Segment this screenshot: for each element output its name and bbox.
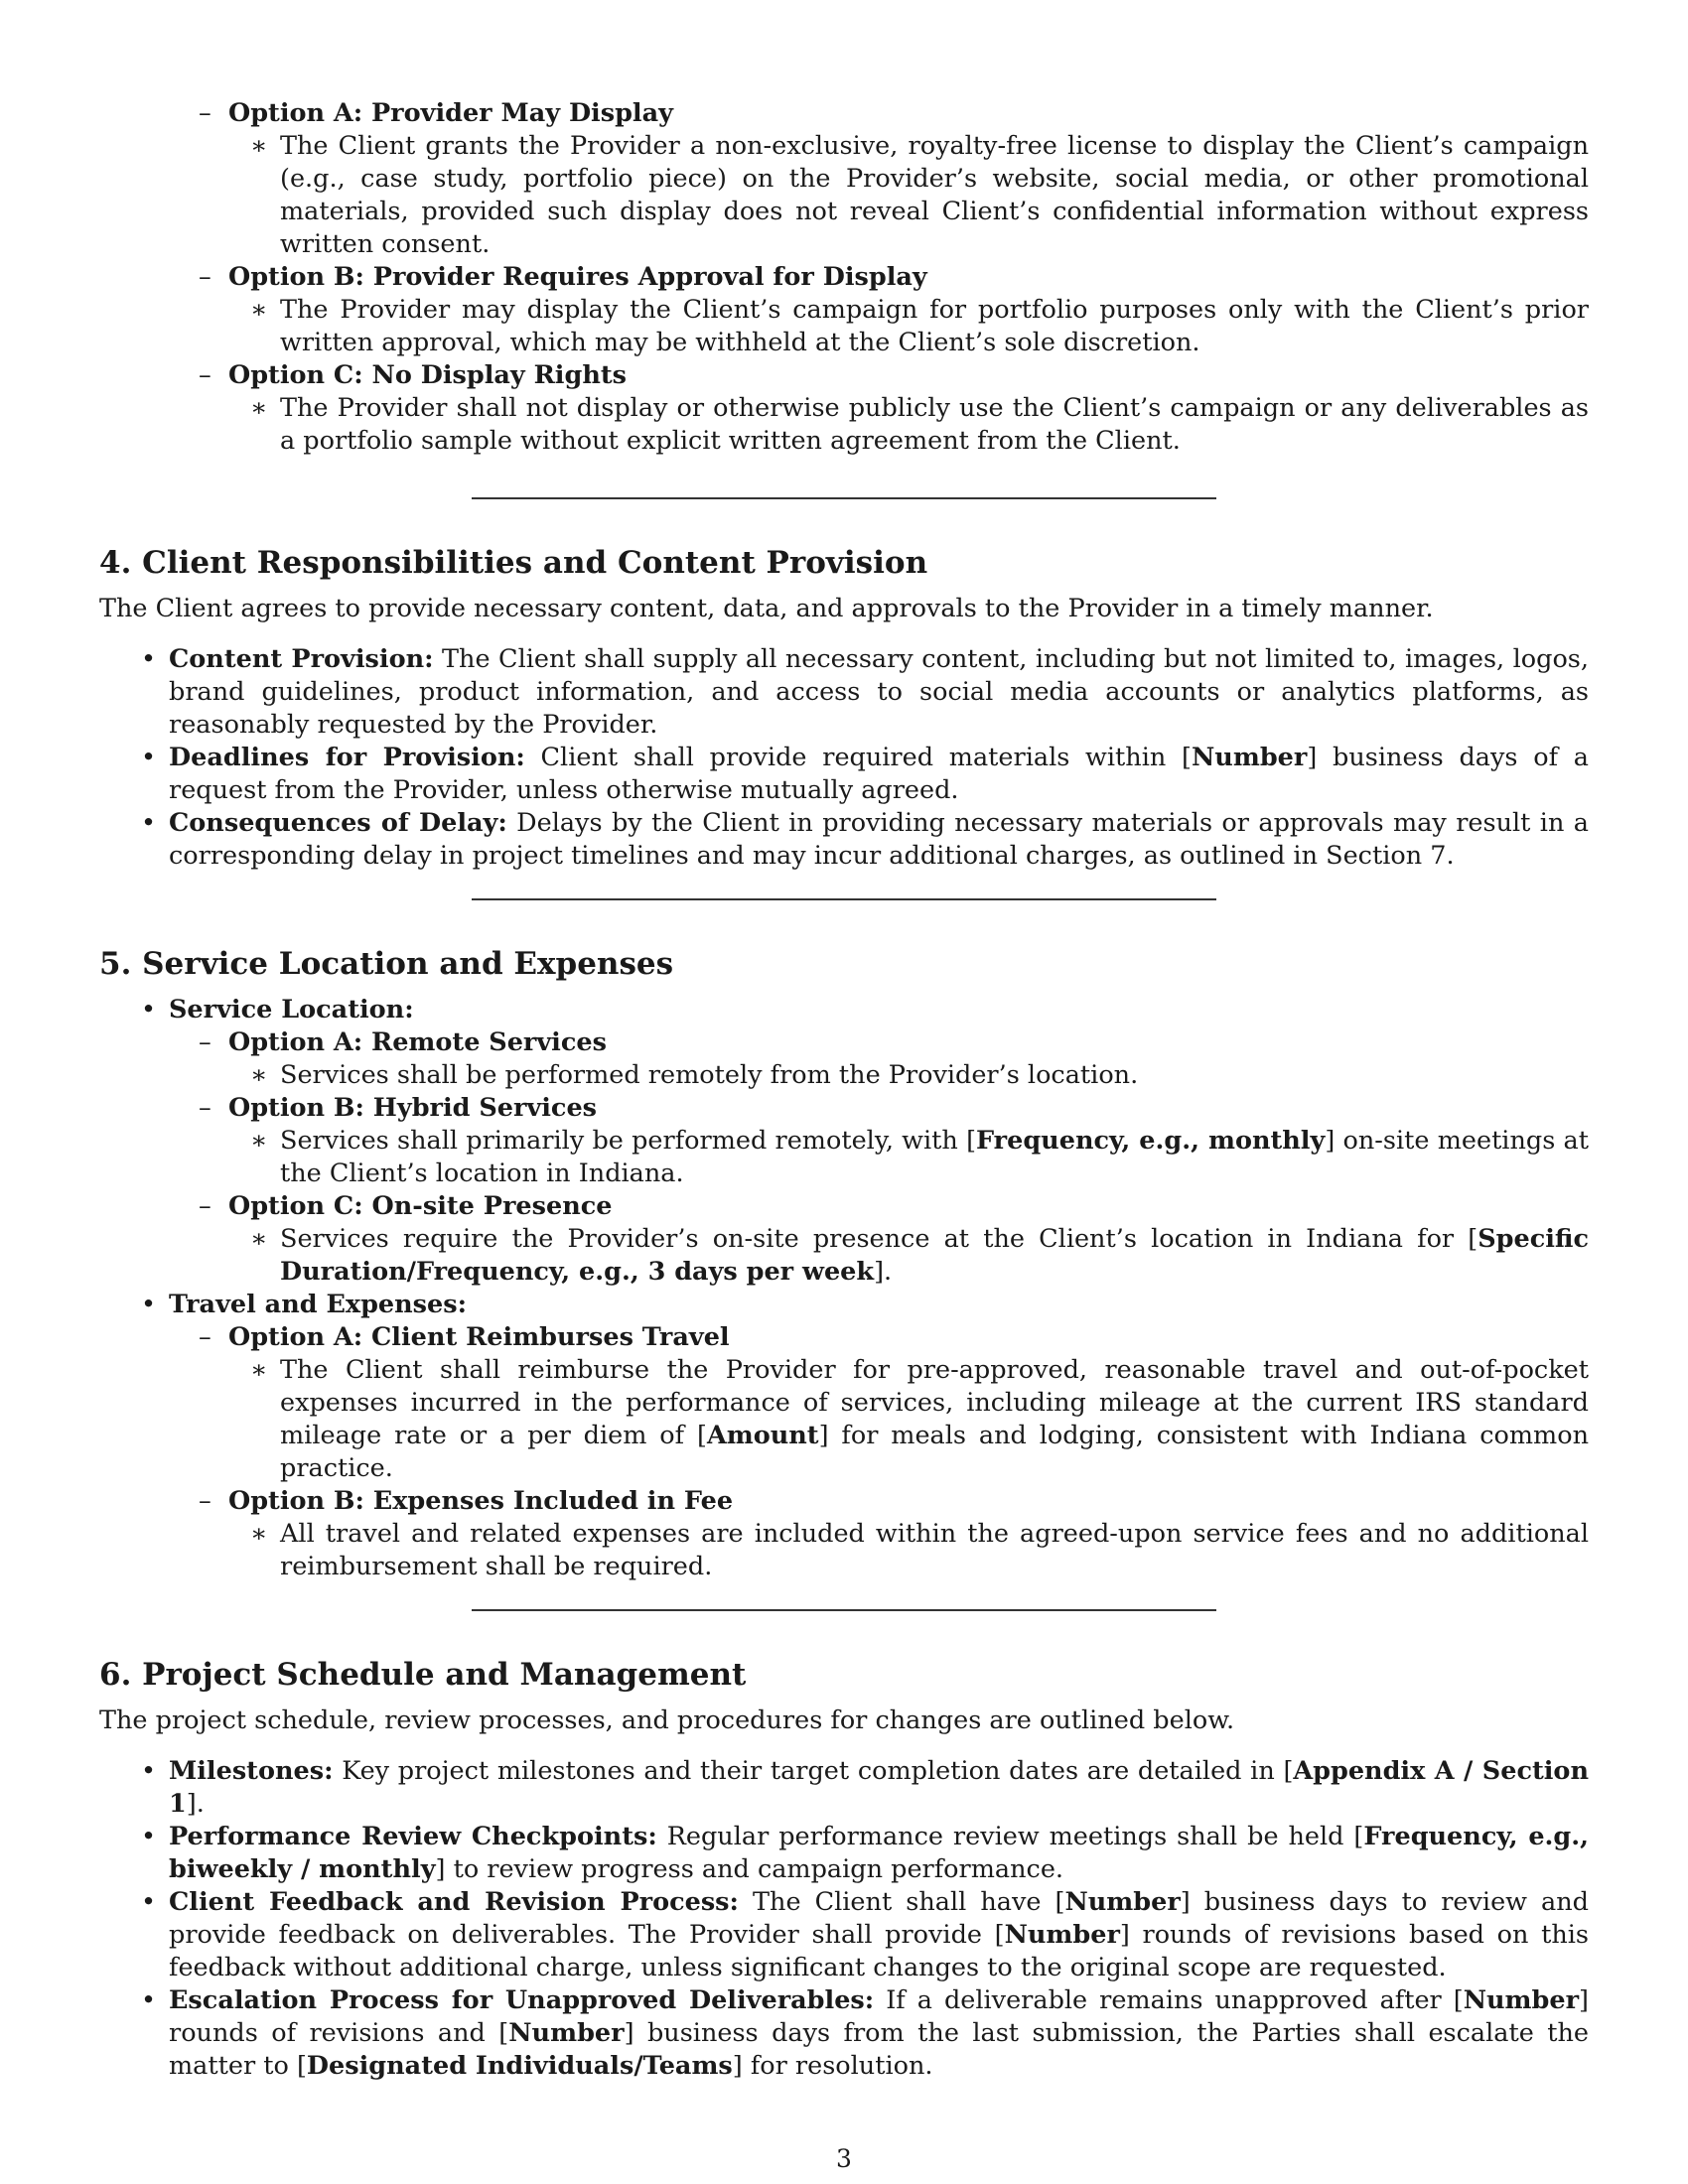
document-page [99,97,1589,2083]
location-option-a-title: – Option A: Remote Services [228,1026,1589,1059]
list-item [169,807,1589,873]
placeholder: Amount [706,1421,819,1450]
bullet-text: ] business days to review and provide feedback on deliverables. The Provider shall provide [ [169,1887,1590,1950]
bullet-label: Performance Review Checkpoints: [169,1822,657,1851]
travel-option-a-text [280,1354,1589,1485]
bullet-text: ] business days of a request from the Provider, unless otherwise mutually agreed. [169,743,1589,805]
location-option-b-text [280,1125,1589,1190]
bullet-text: The Client shall have [ [738,1887,1065,1917]
bullet-text: Regular performance review meetings shall be held [ [656,1822,1364,1851]
page-number: 3 [836,2144,852,2173]
section-6-intro: The project schedule, review processes, and procedures for changes are outlined below. [99,1706,1235,1735]
option-c-title: – Option C: No Display Rights [228,359,1589,392]
bullet-label: Deadlines for Provision: [169,743,525,772]
list-item [169,994,1589,1026]
travel-option-b-title: – Option B: Expenses Included in Fee [228,1485,1589,1518]
bullet-label: Escalation Process for Unapproved Deliverables: [169,1985,875,2015]
section-divider [472,1609,1216,1611]
placeholder: Designated Individuals/Teams [306,2051,733,2081]
option-text: The Client shall reimburse the Provider for pre-approved, reasonable travel and out-of-pocket expenses incurred in the performance of services, including mileage at the current IRS standard mileage rate or a per diem of [ [280,1355,1589,1450]
option-a-text: ∗ The Client grants the Provider a non-exclusive, royalty-free license to display the Client’s campaign (e.g., case study, portfolio piece) on the Provider’s website, social media, or other promotional materials, provided such display does not reveal Client’s confidential information without express written consent. [280,130,1589,261]
placeholder: Number [1463,1985,1580,2015]
option-b-text: ∗ The Provider may display the Client’s campaign for portfolio purposes only with the Client’s prior written approval, which may be withheld at the Client’s sole discretion. [280,294,1589,359]
placeholder: Specific Duration/Frequency, e.g., 3 days per week [280,1224,1589,1287]
option-text: Services shall primarily be performed remotely, with [ [280,1126,977,1156]
list-item [169,643,1589,742]
placeholder: Appendix A / Section 1 [169,1756,1589,1819]
list-item [169,1755,1589,1821]
bullet-text: ] to review progress and campaign performance. [435,1854,1064,1884]
travel-option-a-title: – Option A: Client Reimburses Travel [228,1321,1589,1354]
section-5-list [99,994,1589,1583]
option-text: ] for meals and lodging, consistent with Indiana common practice. [280,1421,1589,1483]
bullet-text: ] business days from the last submission, the Parties shall escalate the matter to [ [169,2018,1590,2081]
option-a-title: – Option A: Provider May Display [228,97,1589,130]
option-b-title: – Option B: Provider Requires Approval for Display [228,261,1589,294]
bullet-text: ]. [186,1789,205,1819]
bullet-text: ] rounds of revisions based on this feedback without additional charge, unless significant changes to the original scope are requested. [169,1920,1589,1982]
bullet-label: Content Provision: [169,644,434,674]
bullet-label: Travel and Expenses: [169,1290,468,1319]
option-c-text: ∗ The Provider shall not display or otherwise publicly use the Client’s campaign or any deliverables as a portfolio sample without explicit written agreement from the Client. [280,392,1589,458]
section-4-heading: 4. Client Responsibilities and Content Provision [99,545,928,581]
list-item [169,1289,1589,1321]
section-4-list [99,643,1589,873]
placeholder: Number [508,2018,625,2048]
location-option-a-text: ∗ Services shall be performed remotely from the Provider’s location. [280,1059,1589,1092]
section-divider [472,898,1216,900]
location-option-c-text [280,1223,1589,1289]
travel-option-b-text: ∗ All travel and related expenses are included within the agreed-upon service fees and no additional reimbursement shall be required. [280,1518,1589,1583]
bullet-label: Milestones: [169,1756,334,1786]
section-4-intro: The Client agrees to provide necessary content, data, and approvals to the Provider in a timely manner. [99,594,1434,623]
portfolio-options [99,97,1589,458]
section-6-list [99,1755,1589,2083]
bullet-label: Consequences of Delay: [169,808,507,838]
section-divider [472,497,1216,499]
list-item [169,1984,1589,2083]
bullet-text: The Client shall supply all necessary content, including but not limited to, images, logos, brand guidelines, product information, and access to social media accounts or analytics platforms, as reasonably requested by the Provider. [169,644,1589,740]
location-option-c-title: – Option C: On-site Presence [228,1190,1589,1223]
location-option-b-title: – Option B: Hybrid Services [228,1092,1589,1125]
placeholder: Frequency, e.g., monthly [976,1126,1326,1156]
section-5-heading: 5. Service Location and Expenses [99,946,674,982]
bullet-label: Client Feedback and Revision Process: [169,1887,739,1917]
option-text: ] on-site meetings at the Client’s location in Indiana. [280,1126,1589,1188]
list-item [169,1886,1589,1984]
bullet-text: Delays by the Client in providing necessary materials or approvals may result in a corresponding delay in project timelines and may incur additional charges, as outlined in Section 7. [169,808,1589,871]
option-text: Services require the Provider’s on-site presence at the Client’s location in Indiana for [ [280,1224,1478,1254]
bullet-text: ] for resolution. [732,2051,933,2081]
list-item [169,1821,1589,1886]
bullet-text: If a deliverable remains unapproved after [ [874,1985,1464,2015]
option-text: ]. [874,1257,893,1287]
list-item [169,742,1589,807]
bullet-text: Client shall provide required materials within [ [524,743,1192,772]
bullet-text: Key project milestones and their target completion dates are detailed in [ [333,1756,1294,1786]
placeholder: Number [1192,743,1308,772]
placeholder: Number [1064,1887,1181,1917]
placeholder: Frequency, e.g., biweekly / monthly [169,1822,1590,1884]
placeholder: Number [1004,1920,1120,1950]
section-6-heading: 6. Project Schedule and Management [99,1657,747,1693]
bullet-label: Service Location: [169,995,414,1024]
bullet-text: ] rounds of revisions and [ [169,1985,1589,2048]
